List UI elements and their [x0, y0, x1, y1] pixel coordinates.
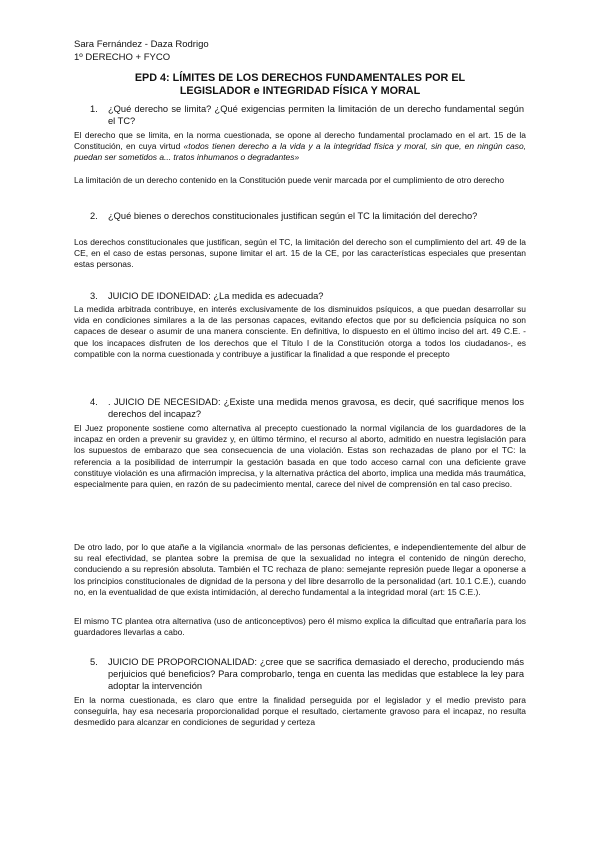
answer-4-paragraph-1: El Juez proponente sostiene como alternativa al precepto cuestionado la normal vigilancia de los guardadores de la incapaz en orden a prevenir su gravidez y, en último término, el recurso al aborto, admitido en nuestra legislación para los supuestos de embarazo que sea consecuencia de una violación. Estas son rechazadas de plano por el TC: la referencia a la posibilidad de interrumpir la gestación basada en que todo acceso carnal con una deficiente grave constituye violación es una afirmación imprecisa, y la alternativa práctica del aborto, implica una medida más traumática, especialmente para quien, en razón de su padecimiento mental, carece del nivel de comprensión en tal caso preciso.: [74, 423, 526, 490]
question-text: ¿Qué derecho se limita? ¿Qué exigencias permiten la limitación de un derecho fundamental según el TC?: [108, 104, 524, 127]
answer-4-paragraph-2: De otro lado, por lo que atañe a la vigilancia «normal» de las personas deficientes, e independientemente del albur de su real efectividad, se plantea sobre la premisa de que la sexualidad no integra el contenido de ningún derecho, conduciendo a su represión absoluta. También el TC rechaza de plano: semejante represión puede llegar a oponerse a los principios constitucionales de dignidad de la persona y del libre desarrollo de la personalidad (art. 10.1 C.E.), cuando no, en la eventualidad de que exista intimidación, al derecho fundamental a la integridad moral (art: 15 C.E.).: [74, 542, 526, 597]
question-5: [92, 656, 524, 693]
constitution-quote: «todos tienen derecho a la vida y a la integridad física y moral, sin que, en ningún caso, puedan ser sometidos a... tratos inhumanos o degradantes»: [74, 141, 527, 163]
author-names: Sara Fernández - Daza Rodrigo: [74, 39, 209, 50]
question-text: . JUICIO DE NECESIDAD: ¿Existe una medida menos gravosa, es decir, qué sacrifique menos los derechos del incapaz?: [108, 397, 524, 420]
question-number: 3.: [90, 291, 98, 301]
answer-4-paragraph-3: El mismo TC plantea otra alternativa (uso de anticonceptivos) pero él mismo explica la dificultad que entrañaría para los guardadores llevarlas a cabo.: [74, 616, 526, 638]
title-line-1: EPD 4: LÍMITES DE LOS DERECHOS FUNDAMENTALES POR EL: [134, 72, 466, 84]
question-4: [92, 396, 524, 420]
answer-text: El derecho que se limita, en la norma cuestionada, se opone al derecho fundamental proclamado en el art. 15 de la Constitución, en cuya virtud: [74, 130, 526, 152]
answer-2-paragraph-1: Los derechos constitucionales que justifican, según el TC, la limitación del derecho son el cumplimiento del art. 49 de la CE, en el caso de estas personas, supone limitar el art. 15 de la CE, por las características especiales que presentan estas personas.: [74, 237, 526, 270]
answer-1-paragraph-2: La limitación de un derecho contenido en la Constitución puede venir marcada por el cumplimiento de otro derecho: [74, 175, 505, 185]
course-label: 1º DERECHO + FYCO: [74, 52, 171, 63]
answer-5-paragraph-1: En la norma cuestionada, es claro que entre la finalidad perseguida por el legislador y el medio previsto para conseguirla, hay esa necesaria proporcionalidad porque el resultado, ciertamente gravoso para el incapaz, no resulta desmedido para alcanzar en condiciones de seguridad y certeza: [74, 695, 526, 728]
question-1: [92, 103, 524, 127]
question-number: 2.: [90, 211, 98, 221]
question-text: JUICIO DE PROPORCIONALIDAD: ¿cree que se sacrifica demasiado el derecho, produciendo más perjuicios qué beneficios? Para comprobarlo, tenga en cuenta las medidas que establece la ley para adoptar la intervención: [108, 657, 524, 692]
question-text: JUICIO DE IDONEIDAD: ¿La medida es adecuada?: [108, 291, 324, 301]
title-line-2: LEGISLADOR e INTEGRIDAD FÍSICA Y MORAL: [179, 85, 421, 97]
question-text: ¿Qué bienes o derechos constitucionales justifican según el TC la limitación del derecho?: [108, 211, 478, 221]
author-block: [74, 38, 209, 64]
question-number: 1.: [90, 104, 98, 114]
question-3: [92, 290, 524, 302]
answer-3-paragraph-1: La medida arbitrada contribuye, en interés exclusivamente de los disminuidos psíquicos, a que puedan desarrollar su vida en condiciones similares a la de las personas capaces, evitando efectos que por su deficiencia psíquica no son capaces de desear o asumir de una manera consciente. En definitiva, lo dispuesto en el último inciso del art. 49 C.E. -que los incapaces disfruten de los derechos que el Título I de la Constitución otorga a todos los ciudadanos-, es compatible con la norma cuestionada y contribuye a justificar la finalidad a que responde el precepto: [74, 304, 526, 359]
question-number: 5.: [90, 657, 98, 667]
answer-1-paragraph-1: [74, 130, 526, 164]
question-number: 4.: [90, 397, 98, 407]
document-title: [88, 72, 512, 98]
question-2: [92, 210, 524, 222]
